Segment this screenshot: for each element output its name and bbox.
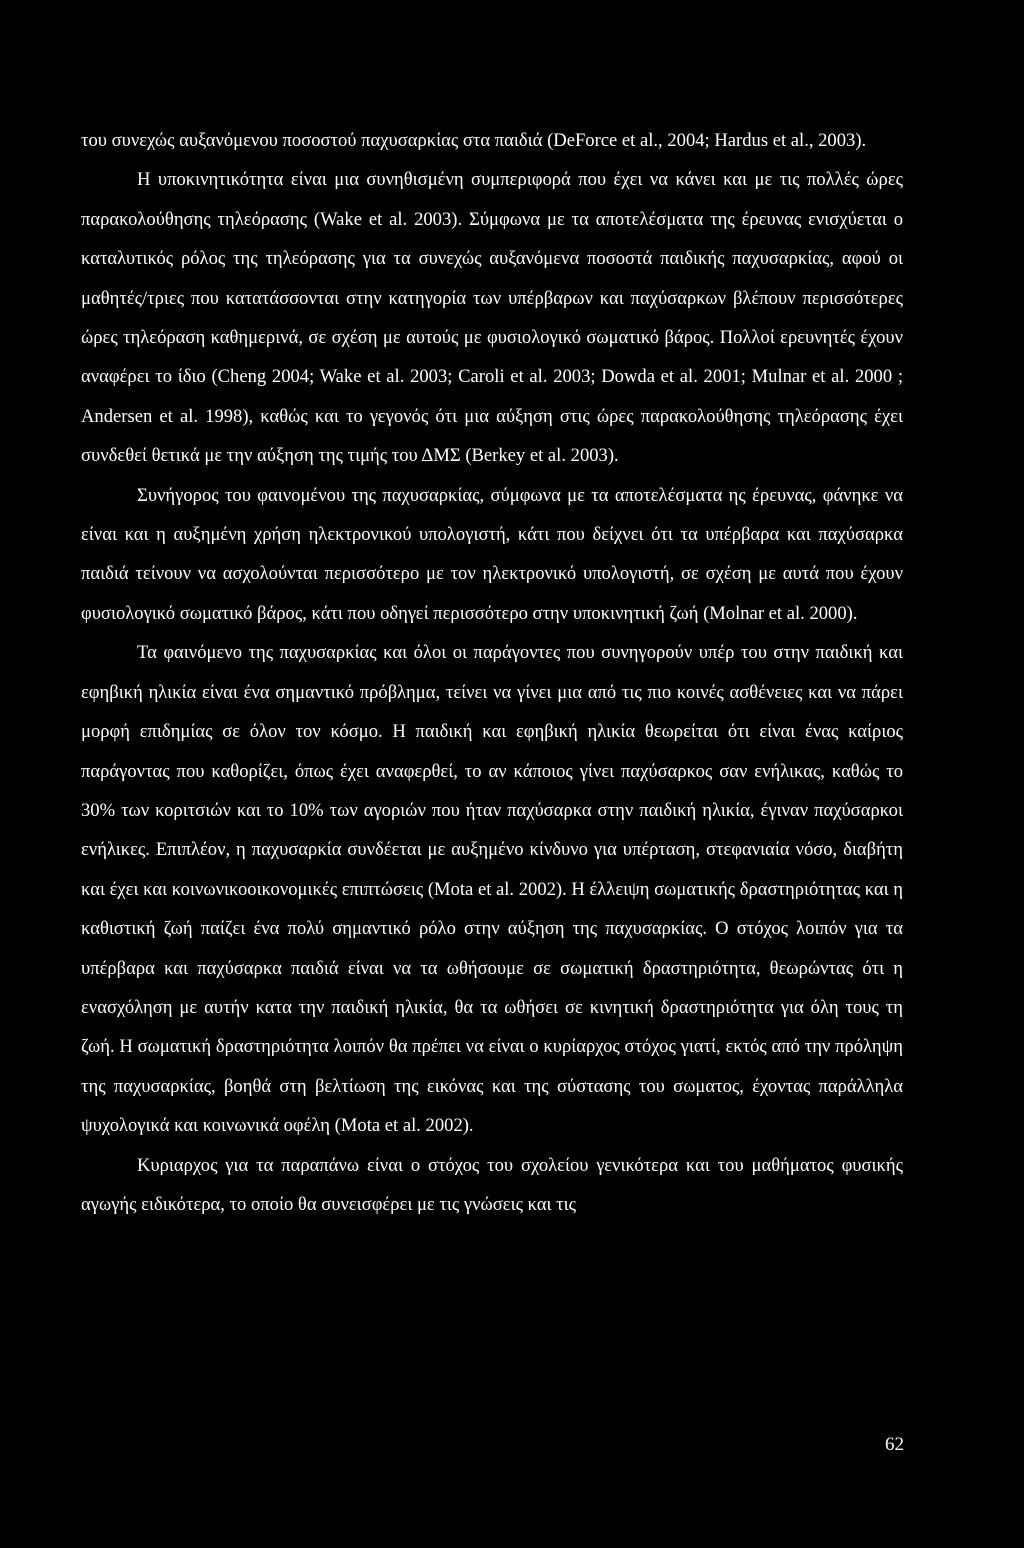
paragraph-continued: του συνεχώς αυξανόμενου ποσοστού παχυσαρκίας στα παιδιά (DeForce et al., 2004; Hardus et al., 2003). [81, 130, 867, 151]
paragraph-computer-use: Συνήγορος του φαινομένου της παχυσαρκίας, σύμφωνα με τα αποτελέσματα ης έρευνας, φάνηκε να είναι και η αυξημένη χρήση ηλεκτρονικού υπολογιστή, κάτι που δείχνει ότι τα υπέρβαρα και παχύσαρκα παιδιά τείνουν να ασχολούνται περισσότερο με τον ηλεκτρονικό υπολογιστή, σε σχέση με αυτά που έχουν φυσιολογικό σωματικό βάρος, κάτι που οδηγεί περισσότερο στην υποκινητική ζωή (Molnar et al. 2000). [81, 484, 903, 624]
page-number: 62 [885, 1434, 904, 1455]
document-body [81, 121, 903, 1224]
paragraph-television: Η υποκινητικότητα είναι μια συνηθισμένη συμπεριφορά που έχει να κάνει και με τις πολλές ώρες παρακολούθησης τηλεόρασης (Wake et al. 2003). Σύμφωνα με τα αποτελέσματα της έρευνας ενισχύεται ο καταλυτικός ρόλος της τηλεόρασης για τα συνεχώς αυξανόμενα ποσοστά παιδικής παχυσαρκίας, αφού οι μαθητές/τριες που κατατάσσονται στην κατηγορία των υπέρβαρων και παχύσαρκων βλέπουν περισσότερες ώρες τηλεόραση καθημερινά, σε σχέση με αυτούς με φυσιολογικό σωματικό βάρος. Πολλοί ερευνητές έχουν αναφέρει το ίδιο (Cheng 2004; Wake et al. 2003; Caroli et al. 2003; Dowda et al. 2001; Mulnar et al. 2000 ; Andersen et al. 1998), καθώς και το γεγονός ότι μια αύξηση στις ώρες παρακολούθησης τηλεόρασης έχει συνδεθεί θετικά με την αύξηση της τιμής του ΔΜΣ (Berkey et al. 2003). [81, 169, 903, 467]
paragraph-obesity-phenomenon: Τα φαινόμενο της παχυσαρκίας και όλοι οι παράγοντες που συνηγορούν υπέρ του στην παιδική και εφηβική ηλικία είναι ένα σημαντικό πρόβλημα, τείνει να γίνει μια από τις πιο κοινές ασθένειες και να πάρει μορφή επιδημίας σε όλον τον κόσμο. Η παιδική και εφηβική ηλικία θεωρείται ότι είναι ένας καίριος παράγοντας που καθορίζει, όπως έχει αναφερθεί, το αν κάποιος γίνει παχύσαρκος σαν ενήλικας, καθώς το 30% των κοριτσιών και το 10% των αγοριών που ήταν παχύσαρκα στην παιδική ηλικία, έγιναν παχύσαρκοι ενήλικες. Επιπλέον, η παχυσαρκία συνδέεται με αυξημένο κίνδυνο για υπέρταση, στεφανιαία νόσο, διαβήτη και έχει και κοινωνικοοικονομικές επιπτώσεις (Mota et al. 2002). Η έλλειψη σωματικής δραστηριότητας και η καθιστική ζωή παίζει ένα πολύ σημαντικό ρόλο στην αύξηση της παχυσαρκίας. Ο στόχος λοιπόν για τα υπέρβαρα και παχύσαρκα παιδιά είναι να τα ωθήσουμε σε σωματική δραστηριότητα, θεωρώντας ότι η ενασχόληση με αυτήν κατα την παιδική ηλικία, θα τα ωθήσει σε κινητική δραστηριότητα για όλη τους τη ζωή. Η σωματική δραστηριότητα λοιπόν θα πρέπει να είναι ο κυρίαρχος στόχος γιατί, εκτός από την πρόληψη της παχυσαρκίας, βοηθά στη βελτίωση της εικόνας και της σύστασης του σωματος, έχοντας παράλληλα ψυχολογικά και κοινωνικά οφέλη (Mota et al. 2002). [81, 642, 904, 1137]
paragraph-school-role: Κυριαρχος για τα παραπάνω είναι ο στόχος του σχολείου γενικότερα και του μαθήματος φυσικής αγωγής ειδικότερα, το οποίο θα συνεισφέρει με τις γνώσεις και τις [81, 1154, 903, 1215]
